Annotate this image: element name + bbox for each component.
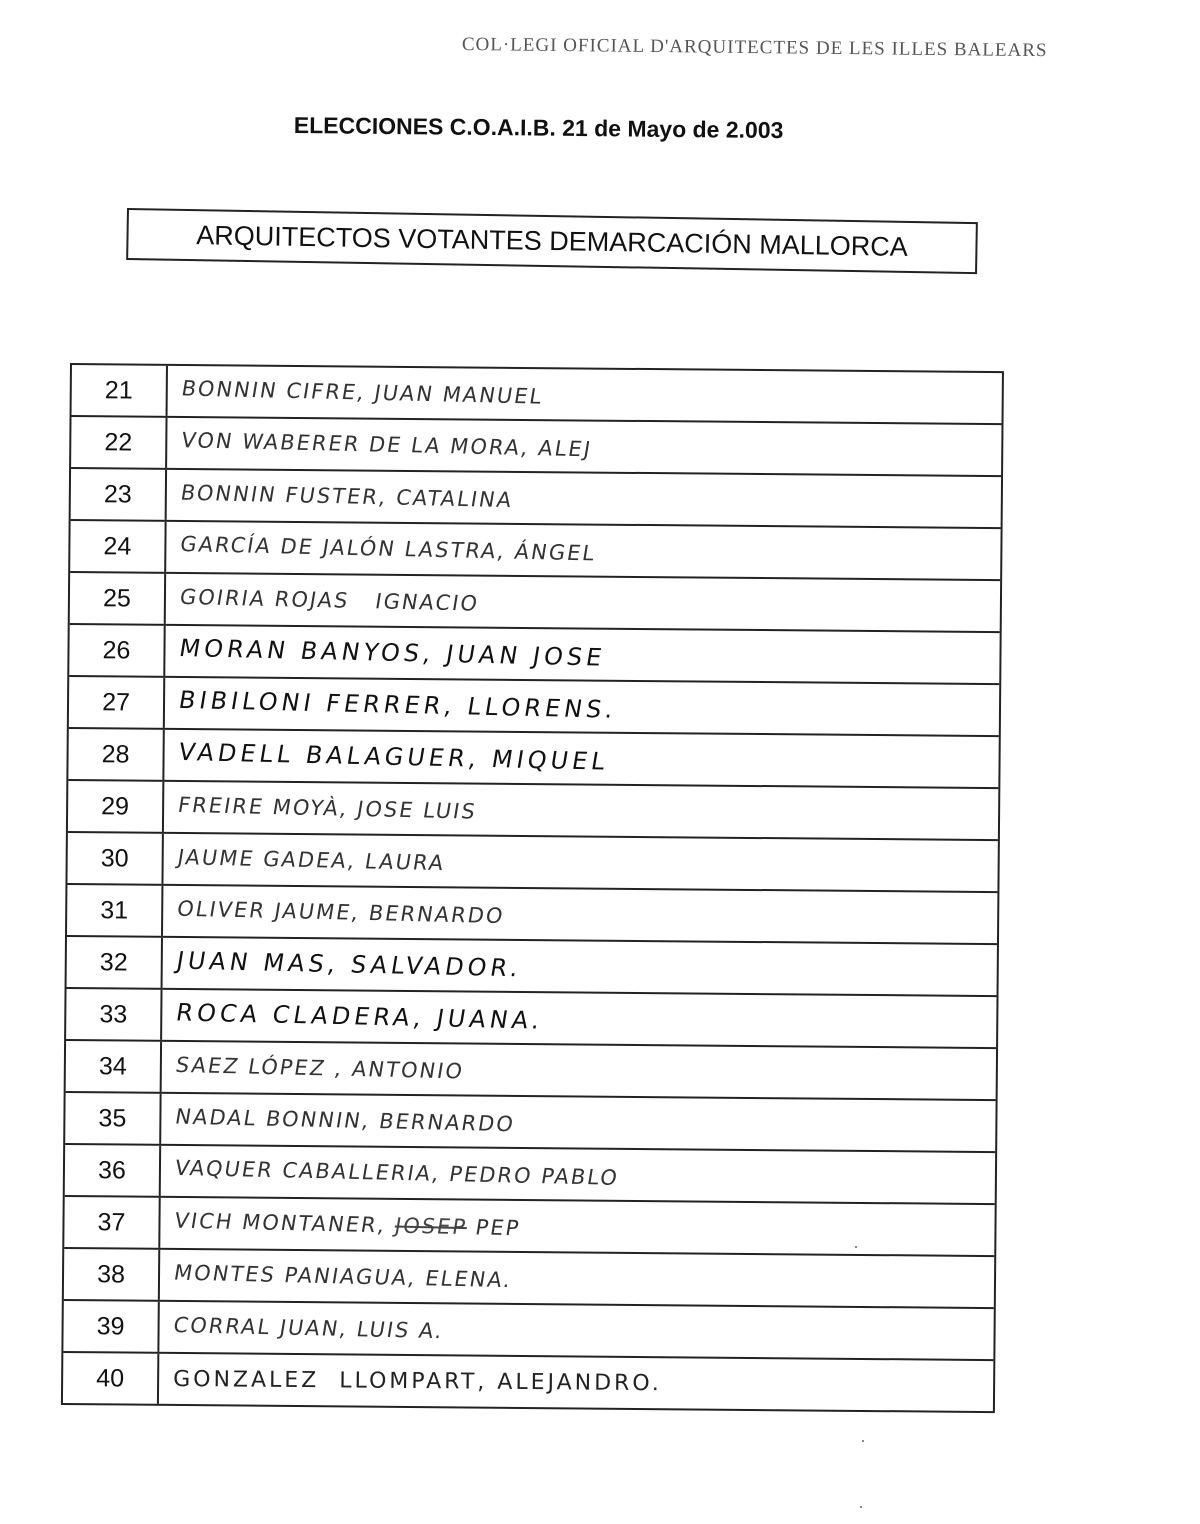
voter-table: [61, 363, 1004, 1413]
voter-name-cell: [162, 990, 996, 1047]
table-row: [71, 467, 1001, 527]
voter-name: ROCA CLADERA, JUANA.: [174, 998, 546, 1035]
row-number: 34: [66, 1041, 162, 1092]
scan-speck: [855, 1246, 857, 1248]
voter-name-cell: [163, 834, 997, 891]
row-number: 36: [65, 1145, 161, 1196]
table-row: [64, 1247, 994, 1307]
voter-name: MONTES PANIAGUA, ELENA.: [172, 1260, 514, 1293]
row-number: 39: [63, 1301, 159, 1352]
table-row: [71, 415, 1001, 475]
voter-name-correction: PEP: [465, 1215, 523, 1241]
voter-name: FREIRE MOYÀ, JOSE LUIS: [176, 792, 479, 824]
voter-name-cell: [168, 366, 1002, 423]
voter-name-cell: [165, 678, 999, 735]
row-number: 30: [67, 833, 163, 884]
table-row: [72, 365, 1002, 423]
row-number: 27: [69, 677, 165, 728]
voter-name: GOIRIA ROJAS IGNACIO: [178, 584, 481, 616]
section-heading-box: [126, 208, 978, 274]
table-row: [67, 883, 997, 943]
document-title: ELECCIONES C.O.A.I.B. 21 de Mayo de 2.003: [293, 112, 784, 144]
voter-name: JAUME GADEA, LAURA: [175, 845, 448, 876]
row-number: 22: [71, 417, 167, 468]
voter-name: BONNIN CIFRE, JUAN MANUEL: [179, 376, 546, 409]
voter-name: BIBILONI FERRER, LLORENS.: [176, 685, 620, 724]
table-row: [67, 831, 997, 891]
voter-name-cell: [163, 938, 997, 995]
row-number: 24: [70, 521, 166, 572]
voter-name-cell: [163, 886, 997, 943]
table-row: [67, 935, 997, 995]
voter-name-wrapper: [173, 1209, 523, 1241]
row-number: 25: [70, 573, 166, 624]
voter-name: VADELL BALAGUER, MIQUEL: [176, 738, 611, 776]
voter-name: NADAL BONNIN, BERNARDO: [173, 1104, 517, 1137]
row-number: 26: [69, 625, 165, 676]
voter-name-cell: [164, 730, 998, 787]
table-row: [63, 1351, 993, 1411]
row-number: 32: [67, 937, 163, 988]
letterhead: COL·LEGI OFICIAL D'ARQUITECTES DE LES ILLES BALEARS: [461, 34, 1048, 62]
voter-name-cell: [167, 470, 1001, 527]
voter-name-cell: [167, 418, 1001, 475]
voter-name: GARCÍA DE JALÓN LASTRA, ÁNGEL: [178, 532, 599, 566]
row-number: 28: [68, 729, 164, 780]
voter-name-cell: [161, 1146, 995, 1203]
table-row: [68, 727, 998, 787]
voter-name-cell: [160, 1198, 994, 1255]
row-number: 40: [63, 1353, 159, 1404]
voter-name: VAQUER CABALLERIA, PEDRO PABLO: [173, 1155, 621, 1190]
voter-name-cell: [166, 574, 1000, 631]
voter-name: BONNIN FUSTER, CATALINA: [178, 480, 516, 513]
voter-name: GONZALEZ LLOMPART, ALEJANDRO.: [173, 1366, 662, 1396]
voter-name-cell: [159, 1354, 993, 1411]
row-number: 37: [64, 1197, 160, 1248]
voter-name: OLIVER JAUME, BERNARDO: [175, 896, 507, 929]
voter-name-cell: [166, 522, 1000, 579]
row-number: 23: [71, 469, 167, 520]
table-row: [69, 675, 999, 735]
voter-name-cell: [164, 782, 998, 839]
row-number: 38: [64, 1249, 160, 1300]
table-row: [63, 1299, 993, 1359]
row-number: 31: [67, 885, 163, 936]
voter-name: CORRAL JUAN, LUIS A.: [171, 1313, 446, 1344]
scan-speck: [860, 1506, 862, 1508]
row-number: 35: [65, 1093, 161, 1144]
voter-name: JUAN MAS, SALVADOR.: [174, 946, 525, 983]
table-row: [65, 1143, 995, 1203]
section-heading: ARQUITECTOS VOTANTES DEMARCACIÓN MALLORCA: [196, 219, 909, 262]
voter-name-cell: [165, 626, 999, 683]
struck-name: JOSEP: [393, 1213, 469, 1240]
table-row: [66, 987, 996, 1047]
voter-name: SAEZ LÓPEZ , ANTONIO: [173, 1052, 466, 1084]
table-row: [70, 519, 1000, 579]
voter-name-cell: [159, 1302, 993, 1359]
row-number: 33: [66, 989, 162, 1040]
table-row: [70, 571, 1000, 631]
voter-name: VICH MONTANER,: [172, 1208, 389, 1238]
table-row: [65, 1091, 995, 1151]
row-number: 29: [68, 781, 164, 832]
voter-name-cell: [160, 1250, 994, 1307]
row-number: 21: [72, 365, 168, 416]
voter-name-cell: [161, 1094, 995, 1151]
table-row: [68, 779, 998, 839]
voter-name: VON WABERER DE LA MORA, ALEJ: [179, 428, 594, 462]
voter-name-cell: [162, 1042, 996, 1099]
voter-name: MORAN BANYOS, JUAN JOSE: [177, 634, 608, 672]
scan-speck: [862, 1440, 864, 1442]
table-row: [66, 1039, 996, 1099]
table-row: [69, 623, 999, 683]
